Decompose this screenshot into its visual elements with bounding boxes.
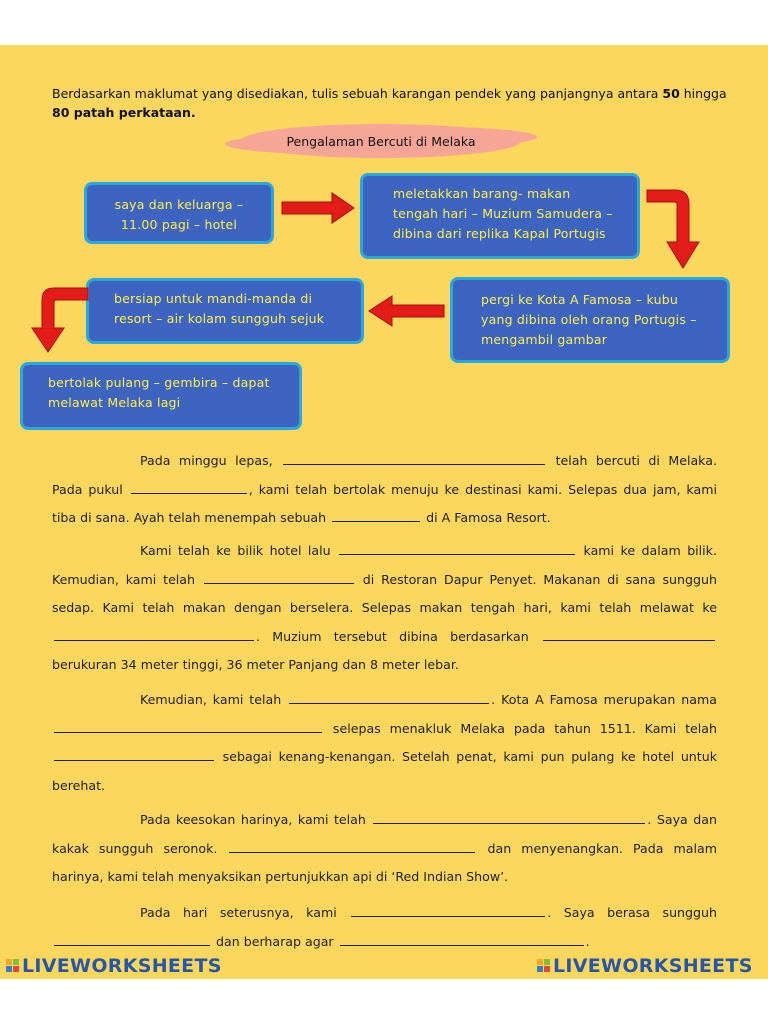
paragraph-text: , kami telah bertolak menuju ke destinasi kami. Selepas dua jam, kami tiba di sana. Ayah telah menempah sebuah [52, 481, 717, 525]
paragraph-text: kami ke dalam bilik. Kemudian, kami telah [52, 543, 717, 587]
paragraph-5 [52, 899, 717, 956]
paragraph-text: Kami telah ke bilik hotel lalu [140, 543, 331, 558]
note-line: meletakkan barang- makan [393, 186, 571, 201]
fill-blank-input[interactable] [54, 718, 322, 733]
brand-name: LIVEWORKSHEETS [553, 955, 753, 977]
fill-blank-input[interactable] [131, 479, 247, 494]
fill-blank-input[interactable] [54, 931, 210, 946]
note-line: resort – air kolam sungguh sejuk [114, 311, 325, 326]
fill-blank-input[interactable] [283, 450, 545, 465]
paragraph-text: . Kota A Famosa merupakan nama [491, 692, 717, 707]
note-line: 11.00 pagi – hotel [120, 217, 238, 232]
page-title: Pengalaman Bercuti di Melaka [286, 133, 476, 149]
brand-logo-right [537, 955, 753, 977]
note-line: bertolak pulang – gembira – dapat [48, 375, 270, 390]
paragraph-text: . [585, 933, 590, 949]
paragraph-text: di A Famosa Resort. [426, 510, 551, 525]
arrow-down-right-icon [645, 186, 705, 272]
note-line: tengah hari – Muzium Samudera – [393, 206, 613, 221]
note-box-3 [450, 277, 730, 363]
fill-blank-input[interactable] [340, 931, 584, 946]
paragraph-text: . Saya dan kakak sungguh seronok. [52, 812, 717, 856]
paragraph-text: Kemudian, kami telah [140, 692, 282, 707]
paragraph-text: berukuran 34 meter tinggi, 36 meter Panjang dan 8 meter lebar. [52, 657, 459, 672]
note-line: bersiap untuk mandi-manda di [114, 291, 313, 306]
instruction-min-words: 50 [662, 86, 680, 101]
note-line: saya dan keluarga – [114, 197, 244, 212]
note-line: mengambil gambar [481, 332, 608, 347]
paragraph-text: Pada keesokan harinya, kami telah [140, 812, 366, 827]
paragraph-text: . Muzium tersebut dibina berdasarkan [256, 628, 529, 644]
paragraph-3 [52, 686, 717, 800]
brand-mark-icon [537, 959, 551, 973]
brand-logo-left [6, 955, 222, 977]
fill-blank-input[interactable] [54, 626, 254, 641]
fill-blank-input[interactable] [373, 809, 645, 824]
fill-blank-input[interactable] [204, 569, 354, 584]
brand-mark-icon [6, 959, 20, 973]
paragraph-text: di Restoran Dapur Penyet. Makanan di sana sungguh sedap. Kami telah makan dengan berselera. Selepas makan tengah hari, kami telah melawat ke [52, 571, 717, 615]
brand-name: LIVEWORKSHEETS [22, 955, 222, 977]
fill-blank-input[interactable] [54, 746, 214, 761]
note-box-4 [86, 278, 364, 344]
arrow-down-left-icon [28, 284, 90, 356]
arrow-left-icon [366, 294, 446, 328]
paragraph-2 [52, 537, 717, 680]
fill-blank-input[interactable] [332, 507, 420, 522]
note-line: yang dibina oleh orang Portugis – [481, 312, 697, 327]
paragraph-text: . Saya berasa sungguh [547, 905, 717, 920]
paragraph-text: selepas menakluk Melaka pada tahun 1511. Kami telah [332, 720, 717, 736]
instruction-pre: Berdasarkan maklumat yang disediakan, tulis sebuah karangan pendek yang panjangnya antara [52, 86, 663, 101]
note-line: melawat Melaka lagi [48, 395, 181, 410]
note-box-2 [360, 173, 640, 259]
paragraph-text: dan menyenangkan. Pada malam harinya, kami telah menyaksikan pertunjukkan api di ‘Red Indian Show’. [52, 840, 717, 884]
arrow-right-icon [280, 191, 358, 225]
fill-blank-input[interactable] [543, 626, 715, 641]
paragraph-text: Pada minggu lepas, [140, 453, 273, 468]
instruction-text [52, 84, 732, 122]
paragraph-text: telah bercuti di Melaka. Pada pukul [52, 453, 717, 497]
fill-blank-input[interactable] [229, 838, 475, 853]
paragraph-text: sebagai kenang-kenangan. Setelah penat, kami pun pulang ke hotel untuk berehat. [52, 749, 717, 793]
fill-blank-input[interactable] [351, 902, 545, 917]
instruction-max-words: 80 patah perkataan. [52, 105, 196, 120]
paragraph-text: dan berharap agar [216, 933, 334, 949]
note-box-5 [20, 362, 302, 430]
paragraph-text: Pada hari seterusnya, kami [140, 905, 337, 920]
fill-blank-input[interactable] [339, 540, 575, 555]
note-line: pergi ke Kota A Famosa – kubu [481, 292, 678, 307]
note-line: dibina dari replika Kapal Portugis [393, 226, 606, 241]
fill-blank-input[interactable] [289, 689, 489, 704]
instruction-mid: hingga [679, 86, 727, 101]
paragraph-4 [52, 806, 717, 892]
note-box-1 [84, 182, 274, 244]
paragraph-1 [52, 447, 717, 533]
title-cloud [241, 124, 521, 158]
